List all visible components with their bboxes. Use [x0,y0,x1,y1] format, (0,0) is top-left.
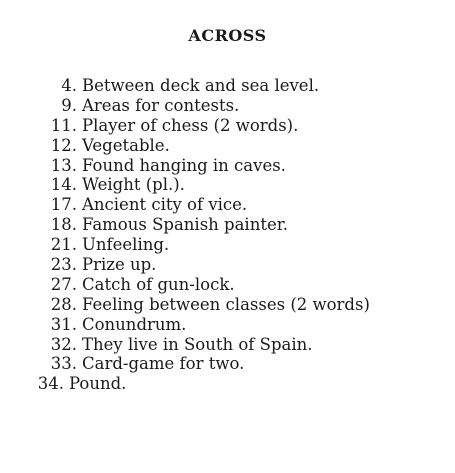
clue-number: 11. [50,115,77,135]
clue-number: 13. [50,155,77,175]
clue-number: 21. [50,235,77,255]
clue-text: Prize up. [82,255,157,275]
clue-number: 32. [50,334,77,354]
clue-item [0,255,455,275]
clue-text: Famous Spanish painter. [82,215,289,235]
clue-item [0,335,455,355]
clue-item [0,76,455,96]
clue-number: 14. [50,175,77,195]
clue-number: 31. [50,314,77,334]
clue-item [0,275,455,295]
clue-text: Card-game for two. [82,354,245,374]
clue-number: 18. [50,215,77,235]
section-heading: ACROSS [188,26,267,45]
clue-text: Found hanging in caves. [82,155,286,175]
clue-text: Conundrum. [82,314,187,334]
clue-item [0,374,455,394]
clue-number: 4. [61,76,77,95]
clue-item [0,215,455,235]
clue-item [0,195,455,215]
clue-item [0,175,455,195]
clue-text: Ancient city of vice. [82,195,248,215]
clue-number: 23. [50,255,77,275]
clue-text: Areas for contests. [82,95,240,115]
clue-item [0,156,455,176]
clue-number: 17. [50,195,77,215]
clue-number: 34. [37,374,64,394]
clue-text: Between deck and sea level. [82,76,320,95]
clue-item [0,315,455,335]
clue-text: Weight (pl.). [82,175,185,195]
clue-text: Feeling between classes (2 words) [82,294,370,314]
clue-item [0,136,455,156]
clue-number: 12. [50,135,77,155]
clue-text: Catch of gun-lock. [82,274,235,294]
clue-item [0,96,455,116]
clue-text: Pound. [69,374,127,394]
clue-text: Player of chess (2 words). [82,115,299,135]
clue-text: Vegetable. [82,135,170,155]
clue-item [0,295,455,315]
clue-item [0,116,455,136]
clue-item [0,235,455,255]
clue-number: 27. [50,274,77,294]
clue-number: 33. [50,354,77,374]
clue-text: Unfeeling. [82,235,170,255]
clue-list [0,76,455,394]
clue-text: They live in South of Spain. [82,334,313,354]
clue-number: 9. [61,95,77,115]
clue-number: 28. [50,294,77,314]
clue-item [0,354,455,374]
